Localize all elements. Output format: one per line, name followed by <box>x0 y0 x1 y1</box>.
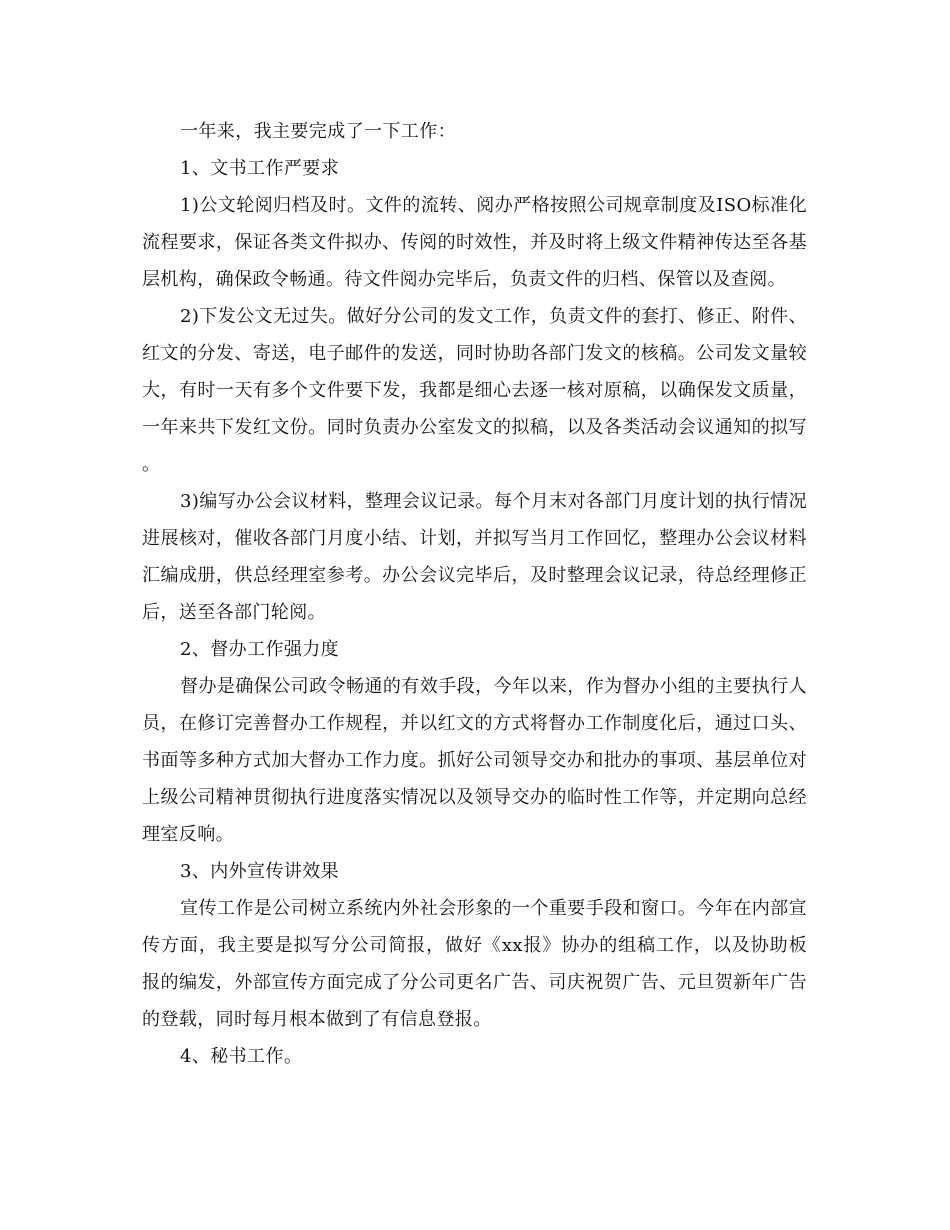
paragraph-1-2: 2)下发公文无过失。做好分公司的发文工作，负责文件的套打、修正、附件、红文的分发、寄送，电子邮件的发送，同时协助各部门发文的核稿。公司发文量较大，有时一天有多个文件要下发，我都是细心去逐一核对原稿，以确保发文质量，一年来共下发红文份。同时负责办公室发文的拟稿，以及各类活动会议通知的拟写。 <box>142 306 807 475</box>
paragraph-2: 督办是确保公司政令畅通的有效手段，今年以来，作为督办小组的主要执行人员，在修订完善督办工作规程，并以红文的方式将督办工作制度化后，通过口头、书面等多种方式加大督办工作力度。抓好公司领导交办和批办的事项、基层单位对上级公司精神贯彻执行进度落实情况以及领导交办的临时性工作等，并定期向总经理室反响。 <box>142 676 807 845</box>
paragraph-1-1: 1)公文轮阅归档及时。文件的流转、阅办严格按照公司规章制度及ISO标准化流程要求，保证各类文件拟办、传阅的时效性，并及时将上级文件精神传达至各基层机构，确保政令畅通。待文件阅办完毕后，负责文件的归档、保管以及查阅。 <box>142 195 807 290</box>
heading-section-1: 1、文书工作严要求 <box>180 158 340 179</box>
paragraph-3: 宣传工作是公司树立系统内外社会形象的一个重要手段和窗口。今年在内部宣传方面，我主要是拟写分公司简报，做好《xx报》协办的组稿工作，以及协助板报的编发，外部宣传方面完成了分公司更名广告、司庆祝贺广告、元旦贺新年广告的登载，同时每月根本做到了有信息登报。 <box>142 898 807 1030</box>
paragraph-intro: 一年来，我主要完成了一下工作： <box>180 121 456 142</box>
paragraph-1-3: 3)编写办公会议材料，整理会议记录。每个月末对各部门月度计划的执行情况进展核对，催收各部门月度小结、计划，并拟写当月工作回忆，整理办公会议材料汇编成册，供总经理室参考。办公会议完毕后，及时整理会议记录，待总经理修正后，送至各部门轮阅。 <box>142 491 807 623</box>
document-body <box>142 113 807 1075</box>
heading-section-2: 2、督办工作强力度 <box>180 639 340 660</box>
heading-section-4: 4、秘书工作。 <box>180 1046 303 1067</box>
heading-section-3: 3、内外宣传讲效果 <box>180 861 340 882</box>
